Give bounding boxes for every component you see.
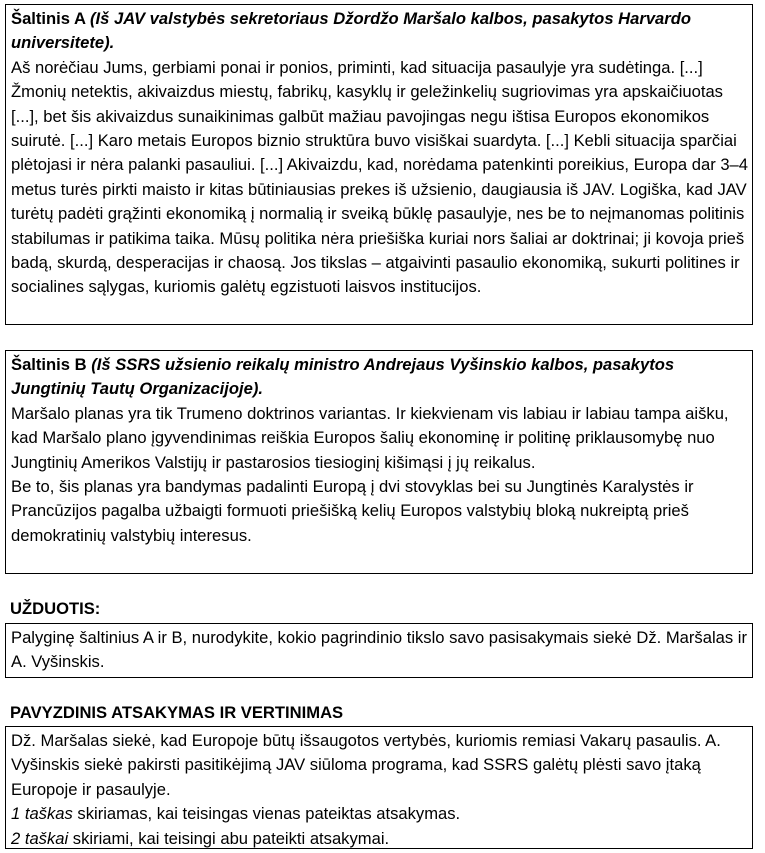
score-1-points: 1 taškas <box>11 804 73 824</box>
task-heading: UŽDUOTIS: <box>10 599 101 618</box>
source-a-text: Aš norėčiau Jums, gerbiami ponai ir ponios, priminti, kad situacija pasaulyje yra sudėtinga. [...] Žmonių netektis, akivaizdus miestų, fabrikų, kasyklų ir geležinkelių sugriovimas yra apskaičiuotas [...], bet šis akivaizdus sunaikinimas galbūt mažiau pavojingas negu ištisa Europos ekonomikos suirutė. [...] Karo metais Europos biznio struktūra buvo visiškai suardyta. [...] Kebli situacija sparčiai plėtojasi ir nėra palanki pasauliui. [...] Akivaizdu, kad, norėdama patenkinti poreikius, Europa dar 3–4 metus turės pirkti maisto ir kitas būtiniausias prekes iš užsienio, daugiausia iš JAV. Logiška, kad JAV turėtų padėti grąžinti ekonomiką į normalią ir sveiką būklę pasaulyje, nes be to neįmanomas politinis stabilumas ir patikima taika. Mūsų politika nėra priešiška kuriai nors šaliai ar doktrinai; ji kovoja prieš badą, skurdą, desperacijas ir chaosą. Jos tikslas – atgaivinti pasaulio ekonomiką, sukurti politines ir socialines sąlygas, kuriomis galėtų egzistuoti laisvos institucijos. <box>11 57 749 297</box>
answer-heading: PAVYZDINIS ATSAKYMAS IR VERTINIMAS <box>10 703 344 722</box>
source-b-subtitle: (Iš SSRS užsienio reikalų ministro Andrejaus Vyšinskio kalbos, pasakytos Jungtinių Tautų Organizacijoje). <box>11 355 675 399</box>
answer-box <box>5 726 753 849</box>
score-2-description: skiriami, kai teisingi abu pateikti atsakymai. <box>68 828 390 848</box>
source-a-title <box>11 7 748 56</box>
score-line-2 <box>11 827 748 851</box>
source-b-title <box>11 353 748 402</box>
source-a-label: Šaltinis A <box>11 9 86 28</box>
source-a-box <box>5 4 753 325</box>
score-line-1 <box>11 802 748 826</box>
source-b-paragraph-2: Be to, šis planas yra bandymas padalinti Europą į dvi stovyklas bei su Jungtinės Karalystės ir Prancūzijos pagalba užbaigti formuoti priešišką kelių Europos valstybių bloką nukreiptą prieš demokratinių valstybių interesus. <box>11 477 694 545</box>
task-box <box>5 623 753 678</box>
source-a-subtitle: (Iš JAV valstybės sekretoriaus Džordžo Maršalo kalbos, pasakytos Harvardo universitete). <box>11 9 692 53</box>
score-2-points: 2 taškai <box>11 828 69 848</box>
task-text: Palyginę šaltinius A ir B, nurodykite, kokio pagrindinio tikslo savo pasisakymais siekė Dž. Maršalas ir A. Vyšinskis. <box>11 628 747 672</box>
source-b-box <box>5 350 753 574</box>
answer-text: Dž. Maršalas siekė, kad Europoje būtų išsaugotos vertybės, kuriomis remiasi Vakarų pasaulis. A. Vyšinskis siekė pakirsti pasitikėjimą JAV siūloma programa, kad SSRS galėtų plėsti savo įtaką Europoje ir pasaulyje. <box>11 731 721 799</box>
score-1-description: skiriamas, kai teisingas vienas pateiktas atsakymas. <box>72 804 461 824</box>
source-b-paragraph-1: Maršalo planas yra tik Trumeno doktrinos variantas. Ir kiekvienam vis labiau ir labiau tampa aišku, kad Maršalo plano įgyvendinimas reiškia Europos šalių ekonominę ir politinę priklausomybę nuo Jungtinių Amerikos Valstijų ir pastarosios tiesioginį kišimąsi į jų reikalus. <box>11 403 729 472</box>
source-b-label: Šaltinis B <box>11 355 87 374</box>
